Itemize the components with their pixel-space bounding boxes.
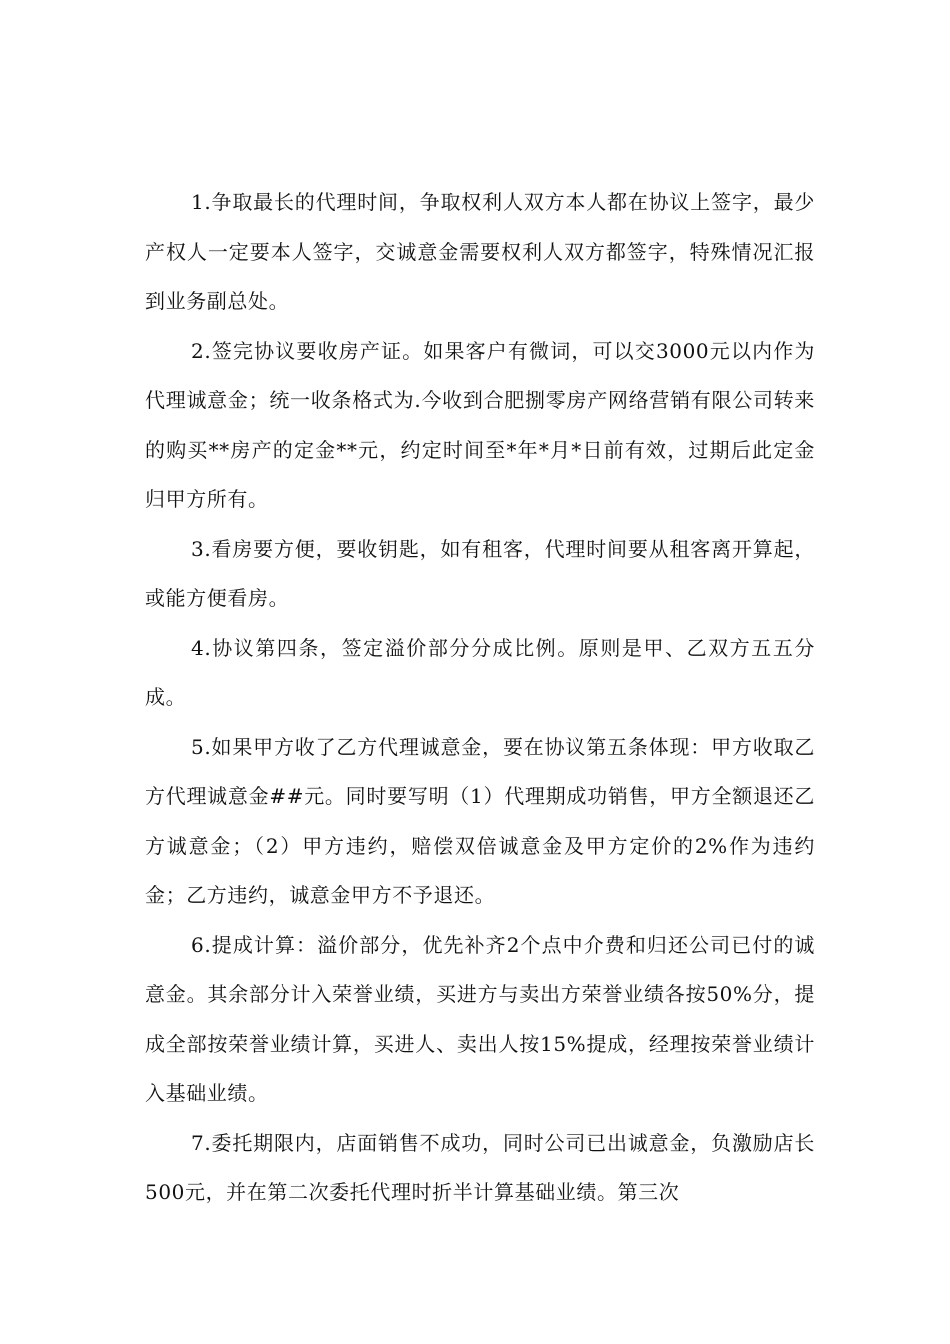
document-body — [145, 178, 815, 1218]
paragraph-5: 5.如果甲方收了乙方代理诚意金，要在协议第五条体现：甲方收取乙方代理诚意金##元。同时要写明（1）代理期成功销售，甲方全额退还乙方诚意金；（2）甲方违约，赔偿双倍诚意金及甲方定价的2%作为违约金；乙方违约，诚意金甲方不予退还。 — [145, 734, 815, 907]
paragraph-4: 4.协议第四条，签定溢价部分分成比例。原则是甲、乙双方五五分成。 — [145, 635, 815, 709]
paragraph-2: 2.签完协议要收房产证。如果客户有微词，可以交3000元以内作为代理诚意金；统一收条格式为.今收到合肥捌零房产网络营销有限公司转来的购买**房产的定金**元，约定时间至*年*月*日前有效，过期后此定金归甲方所有。 — [145, 338, 815, 511]
paragraph-6: 6.提成计算：溢价部分，优先补齐2个点中介费和归还公司已付的诚意金。其余部分计入荣誉业绩，买进方与卖出方荣誉业绩各按50%分，提成全部按荣誉业绩计算，买进人、卖出人按15%提成，经理按荣誉业绩计入基础业绩。 — [145, 932, 815, 1105]
paragraph-7: 7.委托期限内，店面销售不成功，同时公司已出诚意金，负激励店长500元，并在第二次委托代理时折半计算基础业绩。第三次 — [145, 1130, 815, 1204]
paragraph-1: 1.争取最长的代理时间，争取权利人双方本人都在协议上签字，最少产权人一定要本人签字，交诚意金需要权利人双方都签字，特殊情况汇报到业务副总处。 — [145, 190, 815, 313]
paragraph-3: 3.看房要方便，要收钥匙，如有租客，代理时间要从租客离开算起，或能方便看房。 — [145, 536, 815, 610]
